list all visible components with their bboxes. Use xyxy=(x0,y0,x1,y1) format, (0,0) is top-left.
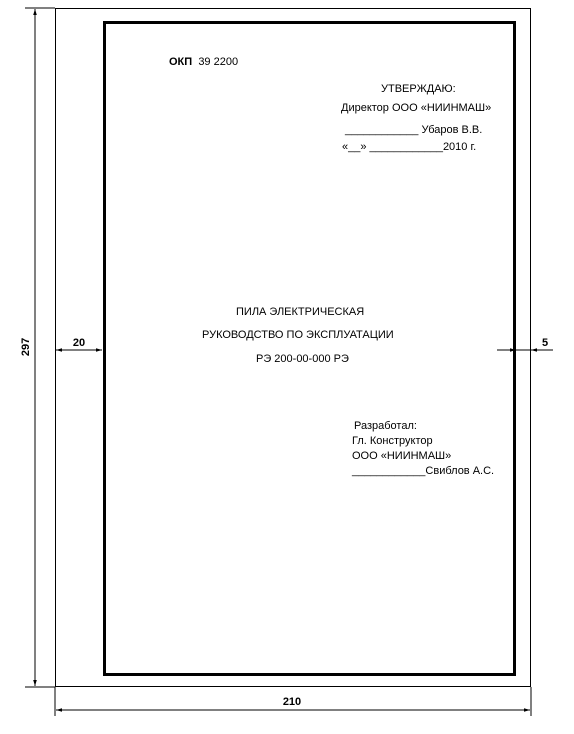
developer-position: Гл. Конструктор xyxy=(352,435,433,447)
okp-label: ОКП xyxy=(169,56,193,68)
title-designation: РЭ 200-00-000 РЭ xyxy=(256,353,349,365)
right-margin-label: 5 xyxy=(541,337,549,349)
title-product: ПИЛА ЭЛЕКТРИЧЕСКАЯ xyxy=(236,306,365,318)
left-margin-label: 20 xyxy=(72,337,86,349)
width-dimension-label: 210 xyxy=(282,696,302,708)
approval-date-line: «__» ____________2010 г. xyxy=(342,141,477,153)
title-document-type: РУКОВОДСТВО ПО ЭКСПЛУАТАЦИИ xyxy=(202,329,394,341)
okp-number: 39 2200 xyxy=(198,56,239,68)
developer-heading: Разработал: xyxy=(354,420,417,432)
height-dimension-label: 297 xyxy=(20,337,32,357)
approval-heading: УТВЕРЖДАЮ: xyxy=(381,83,456,95)
developer-org: ООО «НИИНМАШ» xyxy=(352,450,452,462)
approval-signature-line: ____________ Убаров В.В. xyxy=(345,124,483,136)
approval-position: Директор ООО «НИИНМАШ» xyxy=(341,102,492,114)
developer-signature-line: ____________Свиблов А.С. xyxy=(352,465,495,477)
